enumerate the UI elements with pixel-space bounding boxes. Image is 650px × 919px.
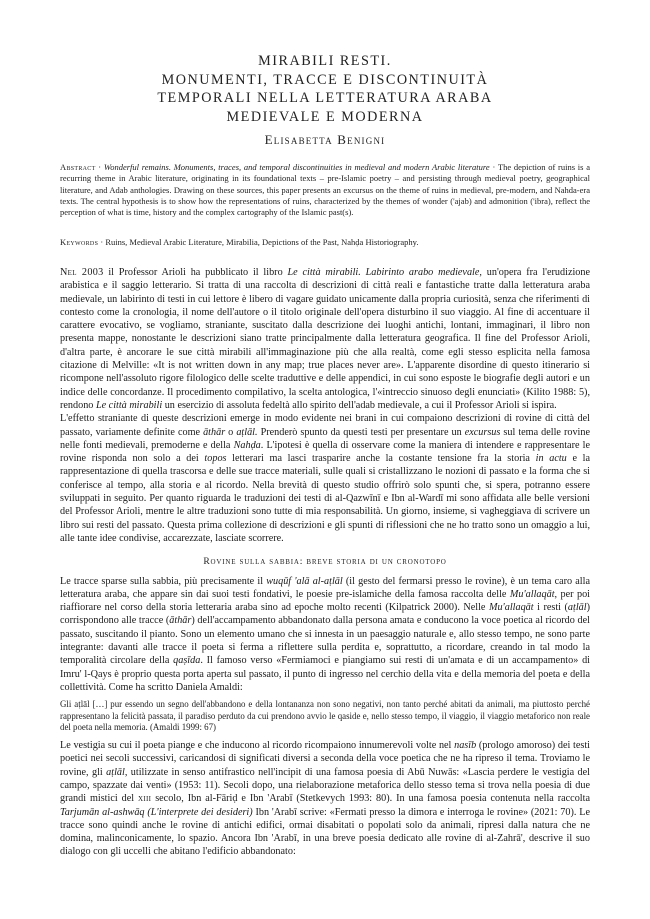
paragraph-3 (60, 575, 590, 695)
term: wuqūf 'alā al-aṭlāl (266, 575, 343, 587)
text-run: il Professor Arioli ha pubblicato il libro (103, 267, 288, 278)
title-block (60, 52, 590, 148)
term: nasīb (454, 740, 477, 752)
text-run: Prenderò spunto da questi testi per presentare un (257, 426, 465, 438)
title-line-1: MIRABILI RESTI. (258, 53, 392, 69)
abstract-english-title: Wonderful remains. Monuments, traces, and temporal discontinuities in medieval and modern Arabic literature (103, 162, 490, 172)
text-run: i resti ( (533, 602, 568, 614)
text-run: un'opera fra l'erudizione arabistica e il saggio letterario. Si tratta di una raccolta di descrizioni di città reali e fantastiche tratte dalla letteratura araba medievale, un labirinto di testi in cui lettore è libero di vagare guidato unicamente dalla propria curiosità, senza che riferimenti di contesto come la cronologia, il nome dell'autore o il titolo originale dell'opera disturbino il suo viaggio. Al fine di accentuare il carattere evocativo, se vogliamo, straniante, suscitato dalla descrizione dei luoghi antichi, lontani, immaginari, il libro non presenta mappe, nonostante le descrizioni siano tratte principalmente dalla letteratura geografica. Il fine del Professor Arioli, d'altra parte, è ancorare le sue città mirabili all'immaginazione più che alla realtà, come egli stesso esplicita nella famosa citazione di Melville: «It is not written down in any map; true places never are». L'apparente disordine di questo itinerario si ricompone nell'assoluto rigore filologico delle scelte traduttive e delle appendici, in cui sono esposte le biografie degli autori e un indice delle concordanze. Il procedimento compilativo, la scelta antologica, l'«intreccio sinuoso degli enunciati» (Kilito 1988: 5), rendono (60, 267, 591, 411)
book-title: (L'interprete dei desideri) (147, 806, 253, 818)
text-run: Le tracce sparse sulla sabbia, più precisamente il (60, 575, 267, 587)
keywords-label: Keywords (60, 237, 99, 247)
term: excursus (464, 426, 501, 438)
term: topos (204, 453, 227, 465)
text-run: letterari ma lasci trasparire anche la costante tensione fra la storia (226, 453, 536, 465)
text-run: e la rappresentazione di quella trascorsa e delle sue tracce materiali, sulle quali si cristallizzano le nozioni di passato e la forma che si conferisce al tempo, alla storia e al ricordo. Nella brevità di questo studio offrirò solo spunti che, si spera, potranno essere sviluppati in seguito. Per quanto riguarda le traduzioni dei testi di al-Qazwīnī e Ibn al-Wardī mi sono affidata alle belle versioni del Professor Arioli, mentre le altre traduzioni sono tutte di mia responsabilità. Un giorno, insieme, si vagheggiava di scrivere un libro sui resti del passato. Questa prima collezione di descrizioni e gli spunti di riflessioni che ne ho tratto sono un omaggio a lui, alle tante idee condivise, accarezzate, lasciate scorrere. (60, 453, 591, 544)
book-title: Tarjumān al-ashwāq (60, 806, 145, 818)
paragraph-1-lead: Nel 2003 (60, 267, 104, 278)
term: Mu'allaqāt (509, 588, 555, 600)
text-run: un esercizio di assoluta fedeltà allo spirito dell'adab medievale, a cui il Professor Arioli si ispira. (162, 399, 557, 411)
keywords-separator: · (98, 237, 106, 247)
title-line-4: MEDIEVALE E MODERNA (226, 108, 424, 125)
century-numeral: xiii (138, 793, 152, 805)
abstract-label: Abstract (60, 162, 96, 172)
term: in actu (535, 453, 567, 465)
text-run: . Il famoso verso «Fermiamoci e piangiamo sui resti di un'amata e di un accampamento» di Imru' l-Qays è proprio questa porta aperta sul passato, il punto di ingresso nel cerchio della vita e della memoria del poeta e della collettività. Come ha scritto Daniela Amaldi: (60, 655, 590, 693)
text-run: Ibn 'Arabī scrive: «Fermati presso la dimora e interroga le rovine» (2021: 70). Le tracce sono quindi anche le rovine di antichi edifici, ormai disabitati o popolati solo da animali, ripresi dalla natura che ne domina, malinconicamente, lo spazio. Ancora Ibn 'Arabī, in una breve poesia dedicato alle rovine di al-Zahrā', descrive il suo dialogo con gli uccelli che abitano l'edificio abbandonato: (60, 806, 590, 858)
text-run: Le vestigia su cui il poeta piange e che inducono al ricordo ricompaiono innumerevoli volte nel (60, 740, 455, 752)
book-title: Le città mirabili. Labirinto arabo medievale, (287, 267, 482, 278)
abstract-separator: · (95, 162, 104, 172)
text-run: . L'ipotesi è quella di osservare come la maniera di intendere e rappresentare le rovine risponda non solo a dei (60, 439, 590, 465)
title-line-3: TEMPORALI NELLA LETTERATURA ARABA (157, 90, 493, 107)
abstract-text: The depiction of ruins is a recurring theme in Arabic literature, originating in its foundational texts – pre-Islamic poetry – and persisting through medieval poetry, geographical literature, and Adab anthologies. Drawing on these sources, this paper presents an excursus on the theme of ruins in medieval, pre-modern, and Nahda-era texts. The central hypothesis is to show how the representations of ruins, characterized by the themes of wonder ('ajab) and admonition ('ibra), reflect the perception of what is time, history and the complex cartography of the Islamic past(s). (60, 162, 590, 218)
text-run: , per poi riaffiorare nel corso della storia letteraria araba sino ad epoche molto recenti (Kilpatrick 2000). Nelle (60, 588, 590, 614)
term: Mu'allaqāt (488, 602, 534, 614)
term: Nahḍa (233, 439, 261, 451)
term: aṭlāl (106, 766, 125, 778)
book-title: Le città mirabili (95, 399, 163, 411)
text-run: ) dell'accampamento abbandonato dalla persona amata e conducono la voce poetica al ricordo del passato, suscitando il pianto. Sono un elemento umano che si innesta in un paesaggio naturale e, allo stesso tempo, ne sono parte integrante: davanti alle tracce il poeta si ferma a riflettere sulla perdita e, soprattutto, a ricordare, creando in tal modo la temporalità circolare della (60, 615, 590, 667)
body-text (60, 266, 590, 859)
text-run: secolo, Ibn al-Fāriḍ e Ibn 'Arabī (Stetkevych 1993: 80). In una famosa poesia contenuta nella raccolta (151, 793, 590, 805)
term: āthār (169, 615, 192, 627)
text-run: (prologo amoroso) dei testi poetici nei secoli successivi, caricandosi di significati diversi a seconda della voce poetica che ne ha ripreso il tema. Troviamo le rovine, gli (60, 740, 590, 778)
abstract-separator-2: · (489, 162, 498, 172)
term: āthār (203, 426, 226, 438)
text-run: , utilizzate in senso antifrastico nell'incipit di una famosa poesia di Abū Nuwās: «Lascia perdere le vestigia del campo, spazzate dai venti» (1953: 11). Secoli dopo, una rielaborazione metaforica dello stesso tema si trova nella poesia di due grandi mistici del (60, 766, 591, 805)
text-run: sul tema delle rovine nelle fonti medievali, premoderne e della (60, 426, 590, 451)
term: aṭlāl. (236, 426, 258, 438)
text-run: (il gesto del fermarsi presso le rovine), è un tema caro alla letteratura araba, che appare sin dai suoi testi fondativi, le poesie pre-islamiche della famosa raccolta delle (60, 575, 590, 600)
text-run: L'effetto straniante di queste descrizioni emerge in modo evidente nei brani in cui compaiono descrizioni di rovine di città del passato, variamente definite come (60, 413, 590, 438)
author-name: Elisabetta Benigni (264, 132, 386, 148)
section-heading: Rovine sulla sabbia: breve storia di un cronotopo (203, 556, 447, 568)
block-quote: Gli aṭlāl […] pur essendo un segno dell'abbandono e della lontananza non sono negativi, non tanto perché abitati da animali, ma piuttosto perché rappresentano la felicità passata, il paradiso perduto da cui prendono avvio le qaside e, nello stesso tempo, il viaggio, il viaggio metaforico non reale del poeta nella memoria. (Amaldi 1999: 67) (60, 699, 590, 732)
term: aṭlāl (567, 602, 587, 614)
text-run: o (225, 426, 237, 438)
title-line-2: MONUMENTI, TRACCE E DISCONTINUITÀ (161, 71, 489, 88)
keywords-text: Ruins, Medieval Arabic Literature, Mirabilia, Depictions of the Past, Nahḍa Historiography. (105, 237, 419, 247)
paragraph-1 (60, 266, 590, 412)
paragraph-2 (60, 412, 590, 545)
keywords (60, 237, 590, 248)
abstract (60, 162, 590, 218)
text-run: ) corrispondono alle tracce ( (60, 602, 590, 627)
paragraph-4 (60, 739, 590, 859)
term: qaṣīda (173, 655, 201, 667)
